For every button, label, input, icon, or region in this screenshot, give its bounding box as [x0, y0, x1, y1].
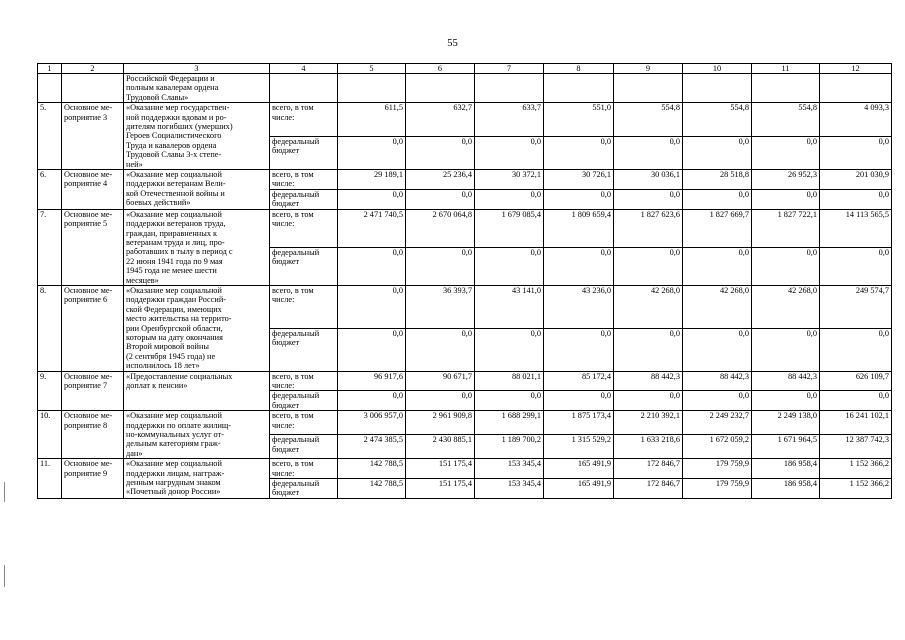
- cell-line: «Оказание мер государствен-: [126, 103, 230, 113]
- cell-line: 22 июня 1941 года по 9 мая: [126, 256, 223, 266]
- column-number: 2: [62, 64, 124, 74]
- amount-cell: 0,0: [683, 391, 752, 411]
- column-number-row: [38, 64, 892, 74]
- funding-source-cell: [270, 170, 338, 190]
- budget-table: [37, 63, 892, 499]
- column-number: 10: [683, 64, 752, 74]
- cell-line: федеральный: [272, 136, 320, 146]
- table-row: [38, 103, 892, 136]
- amount-cell: 153 345,4: [475, 459, 544, 479]
- amount-cell: 0,0: [338, 285, 406, 328]
- amount-cell: 30 372,1: [475, 170, 544, 190]
- amount-cell: 153 345,4: [475, 479, 544, 499]
- amount-cell: 142 788,5: [338, 479, 406, 499]
- cell-line: бюджет: [272, 199, 300, 209]
- cell-line: дан»: [126, 448, 143, 458]
- funding-source-cell: [270, 189, 338, 209]
- cell-line: федеральный: [272, 247, 320, 257]
- cell-line: работавших в тылу в период с: [126, 247, 233, 257]
- cell-line: ской Федерации, имеющих: [126, 304, 222, 314]
- amount-cell: 201 030,9: [820, 170, 892, 190]
- amount-cell: 1 827 722,1: [752, 209, 820, 247]
- amount-cell: 0,0: [544, 391, 614, 411]
- cell-line: роприятие 9: [64, 468, 108, 478]
- amount-cell: 2 670 064,8: [406, 209, 475, 247]
- cell-line: ной поддержки вдовам и ро-: [126, 112, 227, 122]
- amount-cell: 554,8: [614, 103, 683, 136]
- measure-type-cell: [62, 209, 124, 285]
- cell-line: Трудовой Славы 3-х степе-: [126, 150, 222, 160]
- amount-cell: 0,0: [752, 391, 820, 411]
- amount-cell: 0,0: [820, 189, 892, 209]
- cell-line: федеральный: [272, 391, 320, 401]
- amount-cell: 0,0: [544, 328, 614, 371]
- amount-cell: 0,0: [820, 136, 892, 169]
- cell-line: Второй мировой войны: [126, 342, 209, 352]
- amount-cell: 43 236,0: [544, 285, 614, 328]
- funding-source-cell: [270, 459, 338, 479]
- amount-cell: 14 113 565,5: [820, 209, 892, 247]
- amount-cell: 1 152 366,2: [820, 459, 892, 479]
- table-row: [38, 371, 892, 391]
- amount-cell: 1 152 366,2: [820, 479, 892, 499]
- amount-cell: 0,0: [752, 247, 820, 285]
- cell-line: всего, в том: [272, 371, 314, 381]
- amount-cell: 2 249 232,7: [683, 411, 752, 435]
- amount-cell: 186 958,4: [752, 479, 820, 499]
- cell-line: Российской Федерации и: [126, 74, 215, 83]
- amount-cell: 0,0: [614, 189, 683, 209]
- measure-type-cell: [62, 170, 124, 210]
- measure-type-cell: [62, 371, 124, 411]
- amount-cell: 1 315 529,2: [544, 435, 614, 459]
- row-number-cell: 8.: [38, 285, 62, 371]
- cell-line: федеральный: [272, 435, 320, 445]
- amount-cell: 16 241 102,1: [820, 411, 892, 435]
- cell-line: числе:: [272, 295, 295, 305]
- table-body: [38, 64, 892, 499]
- cell-line: бюджет: [272, 400, 300, 410]
- amount-cell: 554,8: [752, 103, 820, 136]
- amount-cell: 43 141,0: [475, 285, 544, 328]
- amount-cell: 0,0: [338, 247, 406, 285]
- amount-cell: 0,0: [820, 328, 892, 371]
- funding-source-cell: [270, 285, 338, 328]
- amount-cell: 0,0: [475, 136, 544, 169]
- amount-cell: 0,0: [338, 328, 406, 371]
- measure-type-cell: [62, 411, 124, 459]
- amount-cell: 2 249 138,0: [752, 411, 820, 435]
- cell-line: Трудовой Славы»: [126, 92, 189, 102]
- amount-cell: 611,5: [338, 103, 406, 136]
- cell-line: числе:: [272, 219, 295, 229]
- measure-description-cell: [124, 103, 270, 170]
- amount-cell: 1 672 059,2: [683, 435, 752, 459]
- amount-cell: 1 671 964,5: [752, 435, 820, 459]
- amount-cell: 1 633 218,6: [614, 435, 683, 459]
- column-number: 4: [270, 64, 338, 74]
- cell-line: Основное ме-: [64, 411, 113, 421]
- funding-source-cell: [270, 391, 338, 411]
- cell-line: Основное ме-: [64, 103, 113, 113]
- table-row: [38, 411, 892, 435]
- cell-line: роприятие 6: [64, 295, 108, 305]
- amount-cell: 2 210 392,1: [614, 411, 683, 435]
- column-number: 8: [544, 64, 614, 74]
- amount-cell: 88 442,3: [614, 371, 683, 391]
- cell-line: Основное ме-: [64, 459, 113, 469]
- column-number: 12: [820, 64, 892, 74]
- amount-cell: 0,0: [406, 328, 475, 371]
- amount-cell: 0,0: [475, 189, 544, 209]
- cell-line: роприятие 4: [64, 179, 108, 189]
- amount-cell: 0,0: [338, 189, 406, 209]
- cell-line: Основное ме-: [64, 371, 113, 381]
- empty-cell: [270, 74, 338, 103]
- amount-cell: 28 518,8: [683, 170, 752, 190]
- funding-source-cell: [270, 328, 338, 371]
- amount-cell: 2 471 740,5: [338, 209, 406, 247]
- empty-cell: [475, 74, 544, 103]
- amount-cell: 12 387 742,3: [820, 435, 892, 459]
- cell-line: федеральный: [272, 328, 320, 338]
- amount-cell: 0,0: [683, 136, 752, 169]
- column-number: 11: [752, 64, 820, 74]
- amount-cell: 26 952,3: [752, 170, 820, 190]
- amount-cell: 3 006 957,0: [338, 411, 406, 435]
- amount-cell: 1 189 700,2: [475, 435, 544, 459]
- amount-cell: 0,0: [544, 136, 614, 169]
- amount-cell: 151 175,4: [406, 479, 475, 499]
- cell-line: федеральный: [272, 189, 320, 199]
- amount-cell: 0,0: [406, 136, 475, 169]
- measure-description-cell: [124, 371, 270, 411]
- amount-cell: 4 093,3: [820, 103, 892, 136]
- cell-line: поддержки лицам, нагграж-: [126, 468, 225, 478]
- cell-line: месяцев»: [126, 275, 159, 285]
- empty-cell: [406, 74, 475, 103]
- continuation-row: [38, 74, 892, 103]
- amount-cell: 88 442,3: [683, 371, 752, 391]
- cell-line: всего, в том: [272, 103, 314, 113]
- amount-cell: 0,0: [406, 247, 475, 285]
- cell-line: кой Отечественной войны и: [126, 188, 225, 198]
- cell-line: полным кавалерам ордена: [126, 83, 219, 93]
- amount-cell: 0,0: [475, 328, 544, 371]
- amount-cell: 0,0: [820, 247, 892, 285]
- row-number-cell: 11.: [38, 459, 62, 499]
- scan-edge-mark: [4, 482, 5, 502]
- cell-line: роприятие 3: [64, 112, 108, 122]
- measure-description-cell: [124, 170, 270, 210]
- amount-cell: 0,0: [406, 391, 475, 411]
- amount-cell: 0,0: [544, 247, 614, 285]
- cell-line: рии Оренбургской области,: [126, 323, 223, 333]
- cell-line: поддержки ветеранам Вели-: [126, 179, 226, 189]
- amount-cell: 1 875 173,4: [544, 411, 614, 435]
- cell-line: числе:: [272, 112, 295, 122]
- empty-cell: [338, 74, 406, 103]
- empty-cell: [752, 74, 820, 103]
- cell-line: 1945 года не менее шести: [126, 266, 217, 276]
- cell-line: ветеранам труда и лиц, про-: [126, 237, 225, 247]
- amount-cell: 2 474 385,5: [338, 435, 406, 459]
- amount-cell: 1 679 085,4: [475, 209, 544, 247]
- cell-line: которым на дату окончания: [126, 332, 223, 342]
- amount-cell: 42 268,0: [683, 285, 752, 328]
- measure-description-cell: [124, 459, 270, 499]
- cell-line: бюджет: [272, 444, 300, 454]
- column-number: 3: [124, 64, 270, 74]
- cell-line: всего, в том: [272, 209, 314, 219]
- scan-edge-mark: [4, 565, 5, 587]
- measure-type-cell: [62, 103, 124, 170]
- amount-cell: 30 726,1: [544, 170, 614, 190]
- cell-line: но-коммунальных услуг от-: [126, 430, 224, 440]
- amount-cell: 0,0: [338, 136, 406, 169]
- amount-cell: 1 827 669,7: [683, 209, 752, 247]
- amount-cell: 42 268,0: [752, 285, 820, 328]
- row-number-cell: 7.: [38, 209, 62, 285]
- amount-cell: 0,0: [544, 189, 614, 209]
- row-number-cell: [38, 74, 62, 103]
- amount-cell: 29 189,1: [338, 170, 406, 190]
- cell-line: дельным категориям граж-: [126, 439, 221, 449]
- cell-line: поддержки ветеранов труда,: [126, 219, 226, 229]
- funding-source-cell: [270, 247, 338, 285]
- cell-line: «Оказание мер социальной: [126, 170, 222, 180]
- table-row: [38, 459, 892, 479]
- cell-line: бюджет: [272, 146, 300, 156]
- amount-cell: 0,0: [752, 189, 820, 209]
- amount-cell: 0,0: [475, 391, 544, 411]
- cell-line: Труда и кавалеров ордена: [126, 140, 217, 150]
- amount-cell: 88 442,3: [752, 371, 820, 391]
- funding-source-cell: [270, 411, 338, 435]
- amount-cell: 85 172,4: [544, 371, 614, 391]
- page-number: 55: [447, 38, 458, 49]
- cell-line: ней»: [126, 159, 143, 169]
- row-number-cell: 5.: [38, 103, 62, 170]
- table-row: [38, 170, 892, 190]
- empty-cell: [614, 74, 683, 103]
- cell-line: доплат к пенсии»: [126, 381, 188, 390]
- funding-source-cell: [270, 209, 338, 247]
- amount-cell: 186 958,4: [752, 459, 820, 479]
- amount-cell: 0,0: [683, 189, 752, 209]
- cell-line: бюджет: [272, 338, 300, 348]
- cell-line: денным нагрудным знаком: [126, 478, 221, 488]
- amount-cell: 179 759,9: [683, 459, 752, 479]
- amount-cell: 0,0: [614, 247, 683, 285]
- amount-cell: 151 175,4: [406, 459, 475, 479]
- amount-cell: 25 236,4: [406, 170, 475, 190]
- empty-cell: [544, 74, 614, 103]
- amount-cell: 0,0: [683, 247, 752, 285]
- amount-cell: 90 671,7: [406, 371, 475, 391]
- column-number: 5: [338, 64, 406, 74]
- cell-line: числе:: [272, 420, 295, 430]
- cell-line: всего, в том: [272, 411, 314, 421]
- funding-source-cell: [270, 103, 338, 136]
- funding-source-cell: [270, 371, 338, 391]
- cell-line: боевых действий»: [126, 198, 191, 208]
- funding-source-cell: [270, 136, 338, 169]
- amount-cell: 179 759,9: [683, 479, 752, 499]
- amount-cell: 142 788,5: [338, 459, 406, 479]
- cell-line: «Предоставление социальных: [126, 371, 233, 381]
- amount-cell: 1 827 623,6: [614, 209, 683, 247]
- measure-description-cell: [124, 209, 270, 285]
- measure-type-cell: [62, 459, 124, 499]
- row-number-cell: 9.: [38, 371, 62, 411]
- cell-line: роприятие 8: [64, 420, 108, 430]
- amount-cell: 0,0: [820, 391, 892, 411]
- cell-line: бюджет: [272, 488, 300, 498]
- amount-cell: 172 846,7: [614, 479, 683, 499]
- funding-source-cell: [270, 479, 338, 499]
- cell-line: всего, в том: [272, 459, 314, 469]
- amount-cell: 249 574,7: [820, 285, 892, 328]
- empty-cell: [683, 74, 752, 103]
- amount-cell: 0,0: [614, 136, 683, 169]
- column-number: 6: [406, 64, 475, 74]
- cell-line: Основное ме-: [64, 170, 113, 180]
- table-row: [38, 209, 892, 247]
- cell-line: «Почетный донор России»: [126, 487, 221, 497]
- measure-description-cell: [124, 411, 270, 459]
- amount-cell: 633,7: [475, 103, 544, 136]
- amount-cell: 2 430 885,1: [406, 435, 475, 459]
- cell-line: Основное ме-: [64, 209, 113, 219]
- amount-cell: 42 268,0: [614, 285, 683, 328]
- amount-cell: 626 109,7: [820, 371, 892, 391]
- amount-cell: 632,7: [406, 103, 475, 136]
- cell-line: числе:: [272, 381, 295, 390]
- amount-cell: 0,0: [614, 391, 683, 411]
- cell-line: федеральный: [272, 479, 320, 489]
- cell-line: Героев Социалистического: [126, 131, 222, 141]
- amount-cell: 0,0: [752, 136, 820, 169]
- amount-cell: 0,0: [475, 247, 544, 285]
- cell-line: роприятие 7: [64, 381, 108, 390]
- amount-cell: 551,0: [544, 103, 614, 136]
- cell-line: исполнилось 18 лет»: [126, 361, 200, 371]
- cell-line: граждан, приравненных к: [126, 228, 218, 238]
- row-number-cell: 6.: [38, 170, 62, 210]
- amount-cell: 36 393,7: [406, 285, 475, 328]
- column-number: 9: [614, 64, 683, 74]
- cell-line: числе:: [272, 179, 295, 189]
- cell-line: числе:: [272, 468, 295, 478]
- measure-description-cell: [124, 74, 270, 103]
- amount-cell: 0,0: [614, 328, 683, 371]
- cell-line: «Оказание мер социальной: [126, 285, 222, 295]
- cell-line: бюджет: [272, 257, 300, 267]
- table-row: [38, 285, 892, 328]
- amount-cell: 1 688 299,1: [475, 411, 544, 435]
- cell-line: дителям погибших (умерших): [126, 122, 233, 132]
- cell-line: всего, в том: [272, 170, 314, 180]
- measure-type-cell: [62, 285, 124, 371]
- amount-cell: 88 021,1: [475, 371, 544, 391]
- amount-cell: 0,0: [752, 328, 820, 371]
- amount-cell: 172 846,7: [614, 459, 683, 479]
- cell-line: место жительства на террито-: [126, 314, 232, 324]
- cell-line: (2 сентября 1945 года) не: [126, 351, 216, 361]
- amount-cell: 96 917,6: [338, 371, 406, 391]
- column-number: 7: [475, 64, 544, 74]
- empty-cell: [820, 74, 892, 103]
- cell-line: Основное ме-: [64, 285, 113, 295]
- cell-line: «Оказание мер социальной: [126, 411, 222, 421]
- cell-line: всего, в том: [272, 285, 314, 295]
- funding-source-cell: [270, 435, 338, 459]
- measure-type-cell: [62, 74, 124, 103]
- amount-cell: 0,0: [683, 328, 752, 371]
- column-number: 1: [38, 64, 62, 74]
- cell-line: поддержки по оплате жилищ-: [126, 420, 232, 430]
- amount-cell: 0,0: [338, 391, 406, 411]
- measure-description-cell: [124, 285, 270, 371]
- amount-cell: 1 809 659,4: [544, 209, 614, 247]
- cell-line: поддержки граждан Россий-: [126, 295, 227, 305]
- cell-line: «Оказание мер социальной: [126, 209, 222, 219]
- amount-cell: 0,0: [406, 189, 475, 209]
- row-number-cell: 10.: [38, 411, 62, 459]
- amount-cell: 165 491,9: [544, 479, 614, 499]
- amount-cell: 30 036,1: [614, 170, 683, 190]
- amount-cell: 2 961 909,8: [406, 411, 475, 435]
- cell-line: роприятие 5: [64, 219, 108, 229]
- amount-cell: 165 491,9: [544, 459, 614, 479]
- amount-cell: 554,8: [683, 103, 752, 136]
- cell-line: «Оказание мер социальной: [126, 459, 222, 469]
